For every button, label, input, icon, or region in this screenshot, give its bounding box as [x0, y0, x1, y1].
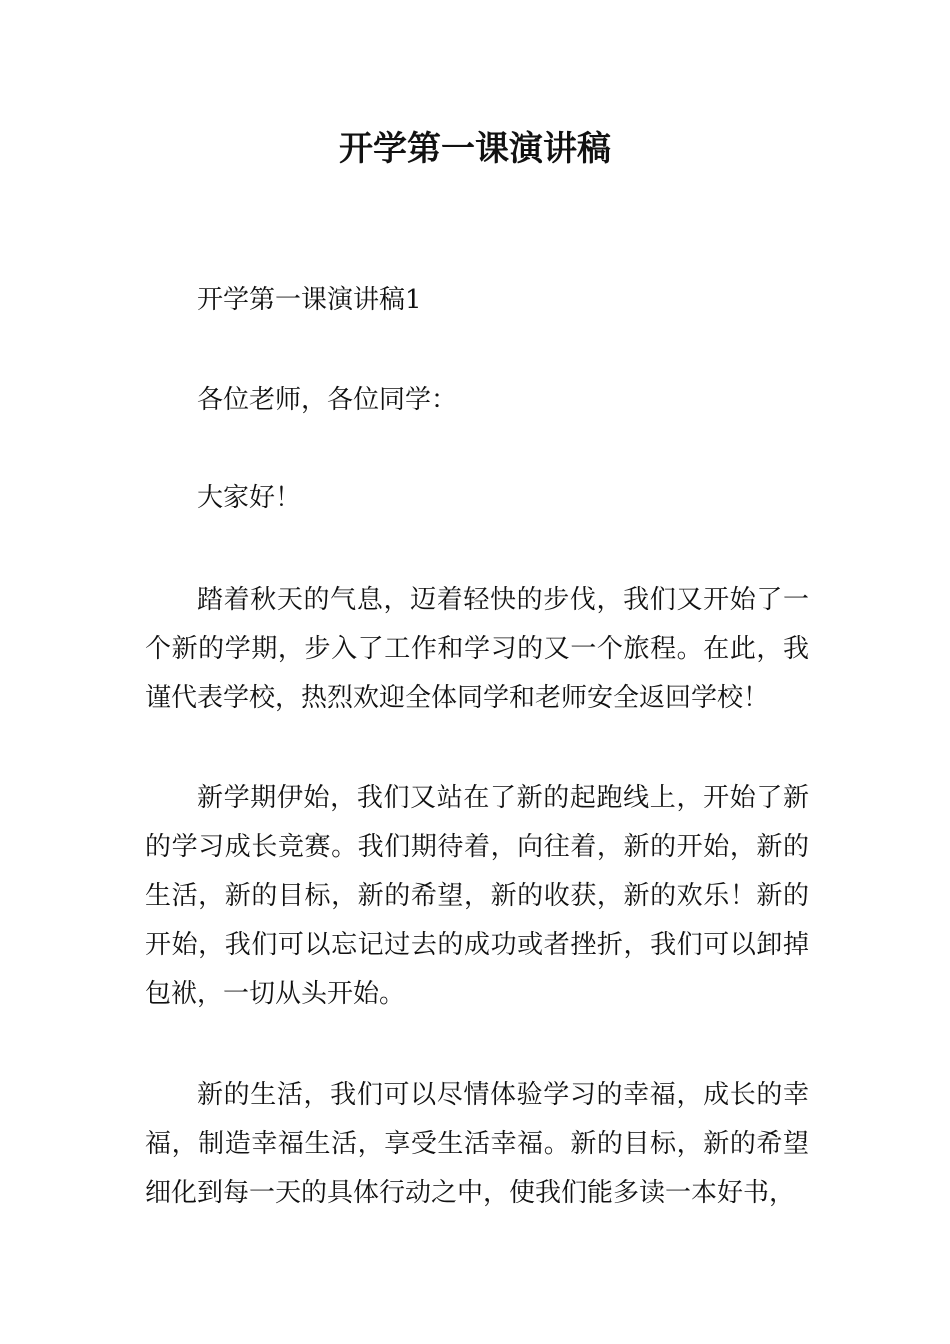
body-paragraph-1: 踏着秋天的气息，迈着轻快的步伐，我们又开始了一个新的学期，步入了工作和学习的又一个旅程。在此，我谨代表学校，热烈欢迎全体同学和老师安全返回学校！ — [145, 585, 809, 713]
document-title: 开学第一课演讲稿 — [339, 129, 611, 169]
greeting-paragraph: 各位老师，各位同学： — [197, 385, 458, 415]
body-paragraph-3: 新的生活，我们可以尽情体验学习的幸福，成长的幸福，制造幸福生活，享受生活幸福。新的目标，新的希望细化到每一天的具体行动之中，使我们能多读一本好书， — [145, 1080, 809, 1208]
section-heading: 开学第一课演讲稿1 — [197, 285, 422, 315]
hello-paragraph: 大家好！ — [197, 483, 302, 513]
body-paragraph-2: 新学期伊始，我们又站在了新的起跑线上，开始了新的学习成长竞赛。我们期待着，向往着，新的开始，新的生活，新的目标，新的希望，新的收获，新的欢乐！新的开始，我们可以忘记过去的成功或者挫折，我们可以卸掉包袱，一切从头开始。 — [145, 783, 809, 1009]
